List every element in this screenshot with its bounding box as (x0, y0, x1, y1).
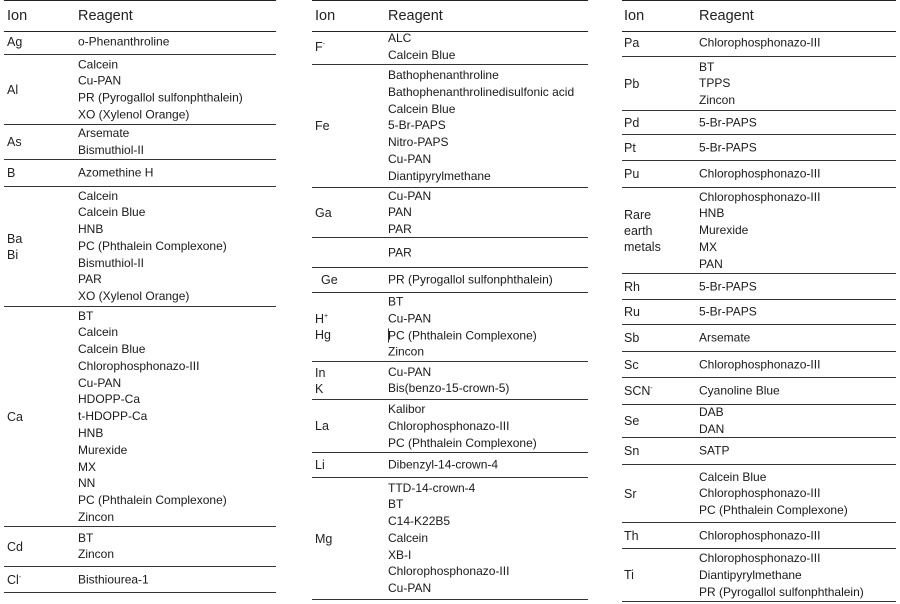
reagent-item: PC (Phthalein Complexone) (388, 435, 537, 450)
header-reagent: Reagent (78, 8, 133, 24)
table-header (312, 0, 588, 32)
reagent-item: Cu-PAN (388, 311, 432, 326)
ion-reagent-table-1 (4, 0, 276, 593)
ion-symbol: Sr (624, 486, 637, 501)
reagent-item: Azomethine H (78, 165, 154, 180)
reagent-cell (78, 188, 227, 306)
ion-cell (624, 330, 639, 346)
ion-symbol: Fe (315, 119, 330, 133)
reagent-item (388, 327, 537, 344)
ion-symbol: SCN- (624, 384, 653, 398)
reagent-item: Calcein (78, 325, 119, 340)
ion-cell (624, 413, 639, 429)
reagent-item: Bismuthiol-II (78, 143, 145, 157)
ion-cell (315, 531, 332, 547)
ion-cell (624, 166, 639, 182)
table-row (312, 478, 588, 600)
reagent-item: Calcein Blue (78, 341, 146, 356)
table-header (4, 0, 276, 32)
table-row (622, 549, 896, 602)
header-reagent: Reagent (699, 8, 754, 24)
reagent-item: Bathophenanthroline (388, 68, 499, 83)
ion-symbol: B (7, 166, 16, 180)
ion-cell (624, 35, 639, 51)
table-row (622, 465, 896, 523)
reagent-item: Zincon (78, 547, 115, 562)
ion-symbol: Sc (624, 357, 639, 372)
reagent-item: Chlorophosphonazo-III (699, 189, 821, 204)
ion-symbol: Bi (7, 247, 19, 262)
reagent-item: Calcein Blue (699, 469, 767, 484)
table-row (622, 188, 896, 274)
reagent-item: TPPS (699, 76, 731, 91)
reagent-item: HDOPP-Ca (78, 392, 141, 407)
reagent-cell (699, 404, 724, 438)
reagent-item: Cu-PAN (78, 375, 122, 390)
reagent-item: NN (78, 476, 96, 491)
reagent-item: 5-Br-PAPS (699, 304, 757, 319)
ion-symbol: Rare (624, 207, 652, 222)
ion-cell (315, 365, 325, 397)
ion-symbol: Sn (624, 444, 640, 458)
ion-charge: - (322, 41, 325, 48)
ion-symbol: K (315, 381, 324, 396)
table-row (4, 30, 276, 55)
reagent-item: Arsemate (78, 126, 130, 141)
reagent-cell (388, 401, 537, 451)
ion-cell (624, 567, 634, 583)
table-row (622, 135, 896, 161)
reagent-item: Cu-PAN (388, 152, 432, 167)
ion-symbol: earth (624, 223, 653, 238)
reagent-cell (699, 114, 757, 131)
reagent-cell (699, 278, 757, 295)
reagent-item: Cyanoline Blue (699, 383, 780, 398)
reagent-item: ALC (388, 31, 412, 46)
reagent-cell (388, 293, 537, 360)
ion-cell (321, 272, 338, 288)
ion-symbol: Ga (315, 205, 332, 220)
table-row (312, 400, 588, 453)
ion-symbol: Sb (624, 331, 640, 345)
ion-charge: - (18, 573, 22, 581)
table-row (622, 405, 896, 438)
reagent-item: Calcein Blue (388, 48, 456, 62)
ion-symbol: Ge (321, 273, 338, 287)
reagent-item: PC (Phthalein Complexone) (78, 493, 227, 508)
reagent-cell (699, 166, 820, 183)
reagent-item: Diantipyrylmethane (699, 567, 802, 582)
ion-symbol: Ti (624, 568, 634, 582)
reagent-cell (699, 304, 757, 321)
reagent-item: BT (388, 497, 404, 512)
ion-cell (7, 34, 22, 50)
table-row (4, 187, 276, 307)
reagent-item: Chlorophosphonazo-III (388, 564, 510, 579)
table-row (312, 238, 588, 268)
reagent-cell (388, 30, 455, 64)
table-row (622, 438, 896, 465)
ion-symbol: In (315, 365, 326, 380)
ion-cell (624, 115, 639, 131)
reagent-cell (699, 330, 750, 347)
ion-cell (624, 304, 640, 320)
reagent-item: 5-Br-PAPS (699, 279, 757, 294)
reagent-item: Calcein (388, 531, 429, 546)
reagent-cell (699, 468, 848, 518)
table-row (622, 274, 896, 300)
table-row (622, 161, 896, 188)
reagent-item: PAN (388, 205, 412, 220)
ion-symbol: Mg (315, 531, 333, 546)
ion-cell (315, 418, 329, 434)
table-row (312, 188, 588, 238)
reagent-cell (699, 527, 820, 544)
ion-symbol: Li (315, 458, 325, 472)
ion-symbol: Pu (624, 167, 640, 181)
reagent-item: Cu-PAN (388, 364, 432, 379)
table-row (622, 352, 896, 378)
reagent-item: Bisthiourea-1 (78, 572, 149, 587)
ion-cell (624, 383, 653, 399)
table-row (312, 65, 588, 188)
ion-symbol: Cl- (7, 572, 22, 587)
ion-symbol: Se (624, 414, 640, 428)
reagent-item: t-HDOPP-Ca (78, 409, 148, 424)
reagent-item: HNB (78, 425, 104, 440)
reagent-text: PC (Phthalein Complexone) (388, 328, 537, 342)
ion-cell (7, 409, 23, 425)
ion-symbol: Ba (7, 231, 23, 246)
ion-symbol: Ca (7, 409, 23, 424)
ion-symbol: Pd (624, 115, 640, 130)
reagent-cell (699, 550, 864, 600)
ion-cell (624, 140, 636, 156)
reagent-cell (78, 125, 144, 159)
reagent-cell (388, 480, 509, 598)
reagent-item: Chlorophosphonazo-III (699, 486, 821, 501)
ion-cell (7, 572, 21, 588)
ion-reagent-table-2 (312, 0, 588, 600)
reagent-item: C14-K22B5 (388, 514, 451, 529)
reagent-item: Zincon (699, 92, 736, 107)
reagent-item: BT (388, 294, 404, 309)
ion-symbol: H+ (315, 312, 329, 326)
ion-reagent-table-3 (622, 0, 896, 602)
reagent-item: Calcein Blue (78, 205, 146, 220)
reagent-cell (388, 272, 553, 289)
ion-symbol: Rh (624, 279, 640, 294)
table-header (622, 0, 896, 32)
reagent-item: Chlorophosphonazo-III (78, 358, 200, 373)
reagent-item: Cu-PAN (388, 188, 432, 203)
header-ion: Ion (315, 8, 336, 24)
table-row (312, 453, 588, 478)
reagent-item: 5-Br-PAPS (699, 140, 757, 155)
ion-cell (624, 207, 661, 255)
reagent-cell (699, 58, 735, 108)
ion-charge: - (650, 385, 653, 392)
table-row (622, 378, 896, 405)
reagent-item: PC (Phthalein Complexone) (78, 239, 227, 254)
ion-symbol: Ag (7, 35, 23, 49)
header-reagent: Reagent (388, 8, 443, 24)
table-row (312, 293, 588, 362)
reagent-item: TTD-14-crown-4 (388, 480, 476, 495)
reagent-cell (78, 56, 243, 123)
reagent-item: Murexide (78, 442, 128, 457)
reagent-item: HNB (78, 222, 104, 237)
ion-symbol: F- (315, 40, 325, 54)
reagent-cell (699, 139, 757, 156)
reagent-item: Diantipyrylmethane (388, 168, 491, 183)
ion-cell (624, 486, 637, 502)
ion-symbol: Cd (7, 539, 23, 554)
reagent-item: Chlorophosphonazo-III (699, 35, 821, 50)
reagent-item: XB-I (388, 547, 412, 562)
table-row (4, 55, 276, 125)
ion-cell (7, 539, 23, 555)
reagent-item: Kalibor (388, 401, 426, 416)
table-row (4, 527, 276, 567)
reagent-item: PAR (388, 221, 412, 236)
reagent-item: PR (Pyrogallol sulfonphthalein) (78, 90, 243, 105)
ion-symbol: Pt (624, 140, 636, 155)
ion-cell (7, 165, 15, 181)
ion-cell (624, 443, 639, 459)
header-ion: Ion (7, 8, 28, 24)
reagent-cell (699, 443, 729, 460)
ion-cell (7, 231, 22, 263)
reagent-item: PR (Pyrogallol sulfonphthalein) (699, 584, 864, 599)
reagent-item: PR (Pyrogallol sulfonphthalein) (388, 272, 553, 287)
reagent-cell (388, 364, 509, 398)
reagent-item: Nitro-PAPS (388, 135, 449, 150)
ion-symbol: Hg (315, 328, 331, 342)
ion-cell (7, 82, 18, 98)
reagent-cell (78, 34, 169, 51)
reagent-item: PAR (78, 272, 102, 287)
reagent-item: Chlorophosphonazo-III (699, 550, 821, 565)
reagent-item: Arsemate (699, 330, 751, 345)
reagent-item: Bis(benzo-15-crown-5) (388, 381, 510, 396)
reagent-cell (78, 530, 114, 564)
reagent-item: PAN (699, 256, 723, 271)
table-row (312, 362, 588, 400)
reagent-item: Calcein (78, 56, 119, 71)
reagent-item: HNB (699, 206, 725, 221)
table-row (622, 111, 896, 135)
reagent-item: Chlorophosphonazo-III (699, 357, 821, 372)
reagent-item: BT (78, 530, 94, 545)
reagent-item: Dibenzyl-14-crown-4 (388, 457, 499, 472)
reagent-cell (699, 35, 820, 52)
reagent-item: Calcein Blue (388, 101, 456, 116)
ion-charge: + (324, 313, 329, 320)
reagent-cell (78, 571, 149, 588)
reagent-cell (699, 356, 820, 373)
reagent-item: Cu-PAN (388, 581, 432, 596)
ion-cell (624, 357, 639, 373)
table-row (4, 567, 276, 593)
reagent-item: DAB (699, 405, 724, 420)
reagent-item: BT (78, 308, 94, 323)
reagent-cell (388, 187, 431, 237)
ion-symbol: Pa (624, 36, 640, 50)
reagent-cell (388, 457, 498, 474)
reagent-cell (699, 383, 780, 400)
reagent-item: SATP (699, 443, 730, 458)
table-row (622, 30, 896, 57)
ion-cell (7, 134, 22, 150)
table-row (622, 57, 896, 111)
reagent-item: Chlorophosphonazo-III (699, 528, 821, 543)
table-row (622, 300, 896, 325)
table-row (312, 30, 588, 65)
reagent-cell (388, 244, 412, 261)
ion-cell (624, 279, 640, 295)
table-row (622, 325, 896, 352)
reagent-item: MX (78, 459, 96, 474)
ion-cell (315, 457, 325, 473)
reagent-item: Bathophenanthrolinedisulfonic acid (388, 85, 575, 100)
reagent-item: XO (Xylenol Orange) (78, 289, 190, 304)
reagent-cell (78, 307, 227, 525)
ion-symbol: metals (624, 239, 661, 254)
reagent-item: Chlorophosphonazo-III (699, 166, 821, 181)
reagent-item: Zincon (78, 509, 115, 524)
reagent-item: MX (699, 239, 717, 254)
ion-cell (315, 39, 325, 55)
reagent-item: Calcein (78, 188, 119, 203)
ion-symbol: La (315, 419, 329, 433)
ion-cell (315, 311, 331, 343)
ion-cell (624, 528, 639, 544)
table-row (4, 160, 276, 187)
reagent-item: BT (699, 59, 715, 74)
ion-symbol: Pb (624, 76, 640, 91)
reagent-item: Cu-PAN (78, 73, 122, 88)
ion-cell (624, 76, 639, 92)
reagent-item: Chlorophosphonazo-III (388, 418, 510, 433)
ion-symbol: Al (7, 82, 19, 97)
reagent-item: Murexide (699, 223, 749, 238)
ion-cell (315, 205, 332, 221)
ion-symbol: As (7, 135, 22, 149)
reagent-item: o-Phenanthroline (78, 34, 170, 49)
reagent-cell (78, 165, 153, 182)
reagent-item: Bismuthiol-II (78, 255, 145, 270)
table-row (312, 268, 588, 293)
ion-cell (315, 118, 330, 134)
reagent-cell (699, 189, 820, 273)
reagent-item: DAN (699, 422, 725, 436)
reagent-item: 5-Br-PAPS (388, 118, 446, 133)
ion-symbol: Th (624, 528, 639, 543)
table-row (4, 125, 276, 160)
table-row (622, 523, 896, 549)
reagent-item: PAR (388, 245, 412, 260)
reagent-item: 5-Br-PAPS (699, 115, 757, 130)
reagent-item: Zincon (388, 344, 425, 359)
reagent-item: XO (Xylenol Orange) (78, 107, 190, 122)
reagent-item: PC (Phthalein Complexone) (699, 502, 848, 517)
ion-symbol: Ru (624, 305, 640, 319)
reagent-cell (388, 67, 574, 185)
table-row (4, 307, 276, 527)
header-ion: Ion (624, 8, 645, 24)
